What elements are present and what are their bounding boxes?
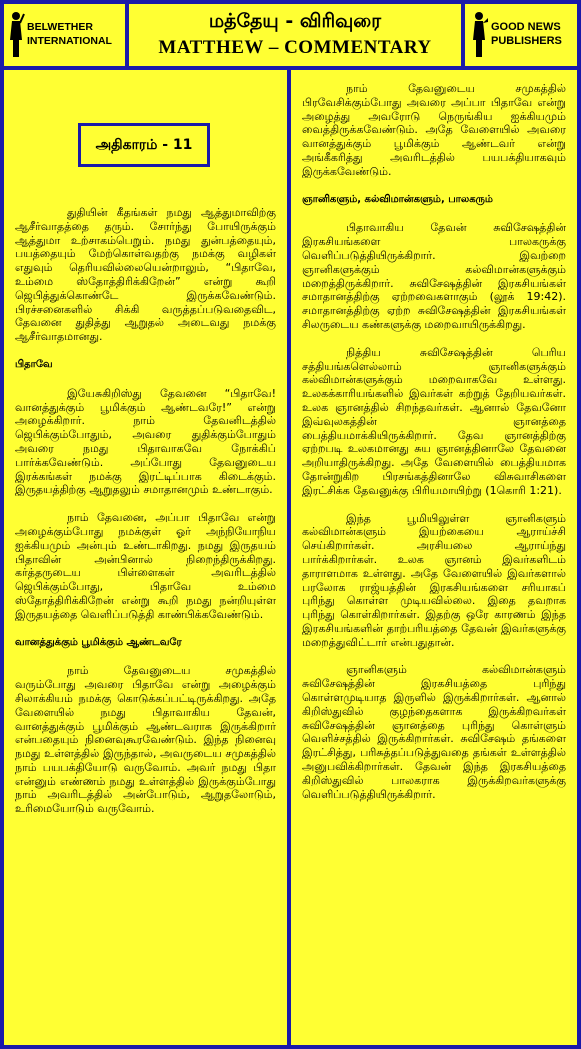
paragraph: நித்திய சுவிசேஷத்தின் பெரிய சத்தியங்களெல்லாம் ஞானிகளுக்கும் கல்விமான்களுக்கும் மறைவாகவே உள்ளது. உலகக்காரியங்களில் இவர்கள் கற்றுத் தேறியவர்கள். உலக ஞானத்தில் சிறந்தவர்கள். ஆனால் தேவனோ இவ்வுலகத்தின் ஞானத்தை பைத்தியமாக்கியிருக்கிறார். தேவ ஞானத்திற்கு ஏற்றபடி உலகமானது சுய ஞானத்தினாலே தேவனை அறியாதிருக்கிறது. அதே வேளையில் பைத்தியமாக தோன்றுகிற பிரசங்கத்தினாலே விசுவாசிகளை இரட்சிக்க தேவனுக்கு பிரியமாயிற்று (1கொரி 1:21). bbox=[302, 345, 566, 497]
title-tamil: மத்தேயு - விரிவுரை bbox=[208, 10, 382, 32]
goodnews-logo bbox=[465, 4, 577, 66]
left-logo-line2: INTERNATIONAL bbox=[27, 35, 112, 47]
bellwether-logo bbox=[4, 4, 125, 66]
bellwether-figure-icon bbox=[7, 10, 25, 60]
herald-figure-icon bbox=[469, 10, 489, 60]
heading-lord-of-heaven-earth: வானத்துக்கும் பூமிக்கும் ஆண்டவரே bbox=[15, 636, 182, 648]
header bbox=[4, 4, 577, 66]
paragraph: இயேசுகிறிஸ்து தேவனை “பிதாவே! வானத்துக்கும் பூமிக்கும் ஆண்டவரே!” என்று அழைக்கிறார். நாம் தேவனிடத்தில் ஜெபிக்கும்போதும், அவரை துதிக்கும்போதும் அவரை நமது பிதாவாகவே நோக்கிப் பார்க்கவேண்டும். அப்போது தேவனுடைய இரக்கங்கள் நமக்கு இரட்டிப்பாக கிடைக்கும். இருதயத்திற்கு ஆறுதலும் சமாதானமும் உண்டாகும். bbox=[15, 386, 276, 497]
left-column bbox=[4, 70, 287, 1045]
title-box bbox=[129, 4, 461, 66]
left-logo-line1: BELWETHER bbox=[27, 21, 93, 33]
right-logo-line2: PUBLISHERS bbox=[491, 35, 562, 47]
chapter-label: அதிகாரம் - 11 bbox=[78, 123, 210, 167]
paragraph: பிதாவாகிய தேவன் சுவிசேஷத்தின் இரகசியங்களை பாலகருக்கு வெளிப்படுத்தியிருக்கிறார். இவற்றை ஞானிகளுக்கும் கல்விமான்களுக்கும் மறைத்திருக்கிறார். சுவிசேஷத்தின் இரகசியங்கள் சமாதானத்திற்கு ஏற்றவைகளாகும் (லூக் 19:42). சமாதானத்திற்கு ஏற்ற சுவிசேஷத்தின் இரகசியங்கள் சிலருடைய கண்களுக்கு மறைவாயிருக்கிறது. bbox=[302, 221, 566, 331]
title-english: MATTHEW – COMMENTARY bbox=[158, 37, 432, 58]
paragraph: இந்த பூமியிலுள்ள ஞானிகளும் கல்விமான்களும் இயற்கையை ஆராய்ச்சி செய்கிறார்கள். அரசியலை ஆராய்ந்து பார்க்கிறார்கள். உலக ஞானம் இவர்களிடம் தாராளமாக உள்ளது. அதே வேளையில் இவர்களால் பரலோக ராஜ்யத்தின் இரகசியங்களை சரியாகப் புரிந்து கொள்ள முடியவில்லை. இதை தவறாக புரிந்து கொள்கிறார்கள். இதற்கு ஒரே காரணம் இந்த இரகசியங்களின் தாற்பரியத்தை தேவன் இவர்களுக்கு மறைத்துவிட்டார் என்பதுதான். bbox=[302, 511, 566, 649]
right-column bbox=[291, 70, 577, 1045]
paragraph: ஞானிகளும் கல்விமான்களும் சுவிசேஷத்தின் இரகசியத்தை புரிந்து கொள்ளமுடியாத இருளில் இருக்கிறார்கள். ஆனால் கிறிஸ்துவில் குழந்தைகளாக இருக்கிறவர்கள் சுவிசேஷத்தின் ஞானத்தை புரிந்து கொள்ளும் வெளிச்சத்தில் இருக்கிறார்கள். சுவிசேஷம் தங்களை இரட்சித்து, பரிசுத்தப்படுத்துவதை தங்கள் உள்ளத்தில் அனுபவிக்கிறார்கள். தேவன் இந்த இரகசியத்தை கிறிஸ்துவில் பாலகராக இருக்கிறவர்களுக்கு வெளிப்படுத்தியிருக்கிறார். bbox=[302, 663, 566, 801]
heading-father: பிதாவே bbox=[15, 358, 53, 370]
paragraph: நாம் தேவனுடைய சமுகத்தில் பிரவேசிக்கும்போது அவரை அப்பா பிதாவே என்று அழைத்து அவரோடு நெருங்கிய ஐக்கியமும் வைத்திருக்கவேண்டும். அதே வேளையில் அவரை வானத்துக்கும் பூமிக்கும் ஆண்டவர் என்று அங்கீகரித்து அவரிடத்தில் பயபக்தியாகவும் இருக்கவேண்டும். bbox=[302, 82, 566, 178]
paragraph: நாம் தேவனை, அப்பா பிதாவே என்று அழைக்கும்போது நமக்குள் ஓர் அந்நியோநிய ஐக்கியமும் அன்பும் உண்டாகிறது. நமது இருதயம் பிதாவின் அன்பினால் நிறைந்திருக்கிறது. கர்த்தருடைய பிள்ளைகள் அவரிடத்தில் ஜெபிக்கும்போது, பிதாவே உம்மை ஸ்தோத்திரிக்கிறேன் என்று கூறி நமது நன்றியுள்ள இருதயத்தை வெளிப்படுத்தி காண்பிக்கவேண்டும். bbox=[15, 511, 276, 621]
right-logo-line1: GOOD NEWS bbox=[491, 21, 561, 33]
heading-wise-learned-babes: ஞானிகளும், கல்விமான்களும், பாலகரும் bbox=[302, 193, 493, 205]
right-content bbox=[302, 82, 566, 815]
paragraph: நாம் தேவனுடைய சமுகத்தில் வரும்போது அவரை பிதாவே என்று அழைக்கும் சிலாக்கியம் நமக்கு கொடுக்கப்பட்டிருக்கிறது. அதே வேளையில் நமது பிதாவாகிய தேவன், வானத்துக்கும் பூமிக்கும் ஆண்டவராக இருக்கிறார் என்பதையும் நினைவுகூரவேண்டும். இந்த நினைவு நமது உள்ளத்தில் இருந்தால், அவருடைய சமுகத்தில் நாம் பயபக்தியோடு வருவோம். அவர் நமது பிதா என்னும் எண்ணம் நமது உள்ளத்தில் இருக்கும்போது நாம் அவரிடத்தில் அன்போடும், ஆறுதலோடும், உரிமையோடும் வருவோம். bbox=[15, 664, 276, 816]
left-content bbox=[15, 206, 276, 830]
intro-paragraph: துதியின் கீதங்கள் நமது ஆத்துமாவிற்கு ஆசீர்வாதத்தை தரும். சோர்ந்து போயிருக்கும் ஆத்துமா உற்சாகம்பெறும். நமது துன்பத்தையும், பயத்தையும் மேற்கொள்வதற்கு நமக்கு வழிகள் எதுவும் தெரியவில்லையென்றாலும், “பிதாவே, உம்மை ஸ்தோத்திரிக்கிறேன்” என்று கூறி ஜெபித்துக்கொண்டே இருக்கவேண்டும். பிரச்சனைகளில் சிக்கி வருத்தப்படுவதைவிட, தேவனை துதித்து ஆறுதல் அடைவது நமக்கு ஆசீர்வாதமானது. bbox=[15, 206, 276, 344]
